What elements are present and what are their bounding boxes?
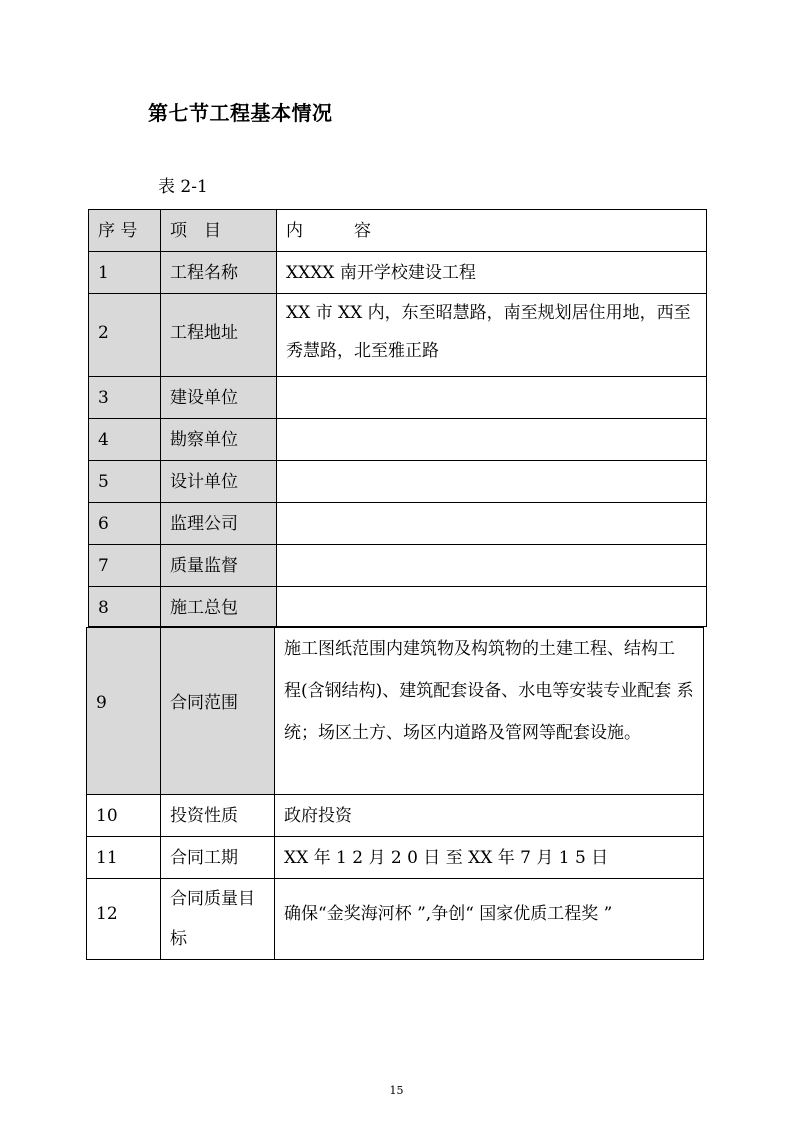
row-11-item: 合同工期 [160,836,275,879]
row-7-num: 7 [88,544,161,587]
row-1-content: XXXX 南开学校建设工程 [276,251,707,294]
row-8-content [276,586,707,627]
row-3-content [276,376,707,419]
table-caption: 表 2-1 [158,177,208,197]
row-9-item: 合同范围 [160,627,275,795]
row-7-content [276,544,707,587]
row-3-num: 3 [88,376,161,419]
row-7-item: 质量监督 [160,544,277,587]
row-9-content: 施工图纸范围内建筑物及构筑物的土建工程、结构工 程(含钢结构)、建筑配套设备、水电等安装专业配套 系统；场区土方、场区内道路及管网等配套设施。 [274,627,704,795]
row-1-item: 工程名称 [160,251,277,294]
row-9-num: 9 [86,627,161,795]
row-1-num: 1 [88,251,161,294]
row-4-item: 勘察单位 [160,418,277,461]
header-item: 项 目 [160,209,277,252]
header-content: 内 容 [276,209,707,252]
row-5-num: 5 [88,460,161,503]
row-2-content: XX 市 XX 内，东至昭慧路，南至规划居住用地，西至 秀慧路，北至雅正路 [276,293,707,377]
row-10-item: 投资性质 [160,794,275,837]
row-8-num: 8 [88,586,161,627]
row-2-num: 2 [88,293,161,377]
header-num: 序 号 [88,209,161,252]
row-12-item: 合同质量目标 [160,878,275,960]
row-11-num: 11 [86,836,161,879]
row-4-num: 4 [88,418,161,461]
row-5-content [276,460,707,503]
row-3-item: 建设单位 [160,376,277,419]
row-6-num: 6 [88,502,161,545]
row-2-item: 工程地址 [160,293,277,377]
row-11-content: XX 年 1 2 月 2 0 日 至 XX 年 7 月 1 5 日 [274,836,704,879]
row-5-item: 设计单位 [160,460,277,503]
section-title: 第七节工程基本情况 [148,101,333,125]
row-6-content [276,502,707,545]
row-4-content [276,418,707,461]
row-8-item: 施工总包 [160,586,277,627]
row-6-item: 监理公司 [160,502,277,545]
row-12-num: 12 [86,878,161,960]
page-number: 15 [389,1084,404,1097]
row-12-content: 确保“金奖海河杯 ”,争创“ 国家优质工程奖 ” [274,878,704,960]
row-10-num: 10 [86,794,161,837]
row-10-content: 政府投资 [274,794,704,837]
